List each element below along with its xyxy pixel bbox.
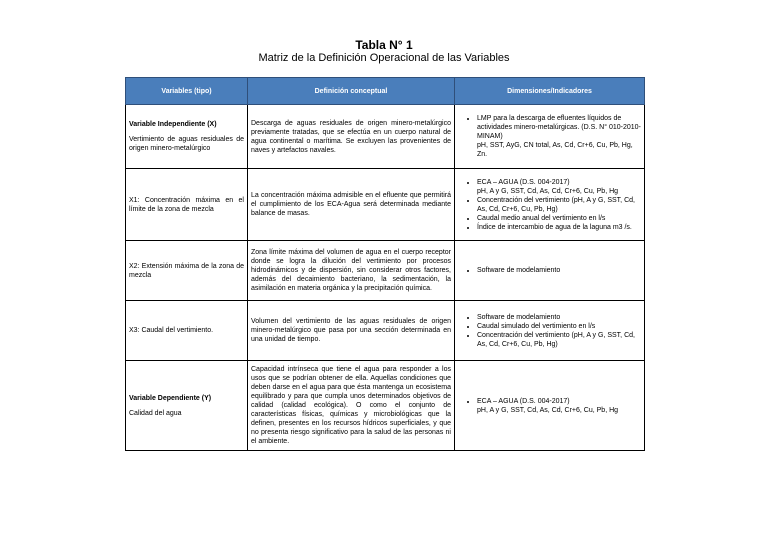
table-row <box>126 301 645 361</box>
indicator-item: • ECA – AGUA (D.S. 004-2017) pH, A y G, SST, Cd, As, Cd, Cr+6, Cu, Pb, Hg <box>477 178 641 196</box>
variable-desc: Vertimiento de aguas residuales de origen minero-metalúrgico <box>129 136 244 152</box>
variable-desc: X3: Caudal del vertimiento. <box>129 327 214 334</box>
indicator-list <box>457 114 641 159</box>
table-row <box>126 361 645 451</box>
table-header-row <box>126 78 645 105</box>
indicator-item: • Índice de intercambio de agua de la laguna m3 /s. <box>477 223 641 232</box>
indicator-list <box>457 397 641 415</box>
header-indicators: Dimensiones/Indicadores <box>455 78 645 105</box>
definition-cell: Volumen del vertimiento de las aguas residuales de origen minero-metalúrgico que pasa por una sección determinada en una unidad de tiempo. <box>248 301 455 361</box>
definition-cell: Capacidad intrínseca que tiene el agua para responder a los usos que se podrían obtener de ella. Aquellas condiciones que deben darse en el agua para que ésta mantenga un ecosistema equilibrado y para que cumpla unos determinados objetivos de calidad (calidad ecológica). O como el conjunto de características físicas, químicas y microbiológicas que la definen, presentes en los recursos hídricos superficiales, y que no presenta riesgo significativo para la salud de las personas ni el ambiente. <box>248 361 455 451</box>
header-variables: Variables (tipo) <box>126 78 248 105</box>
indicator-list <box>457 178 641 232</box>
indicators-cell <box>455 241 645 301</box>
definition-cell: Descarga de aguas residuales de origen minero-metalúrgico previamente tratadas, que se efectúa en un cuerpo natural de agua continental o marítima. Se excluyen las provenientes de naves y artefactos navales. <box>248 105 455 169</box>
table-title: Tabla N° 1 <box>355 38 413 52</box>
variable-desc: X2: Extensión máxima de la zona de mezcla <box>129 262 244 279</box>
indicator-item: • Concentración del vertimiento (pH, A y G, SST, Cd, As, Cd, Cr+6, Cu, Pb, Hg) <box>477 196 641 214</box>
indicators-cell <box>455 169 645 241</box>
variable-cell <box>126 169 248 241</box>
variable-cell <box>126 361 248 451</box>
indicator-list <box>457 313 641 349</box>
indicator-item: • Concentración del vertimiento (pH, A y G, SST, Cd, As, Cd, Cr+6, Cu, Pb, Hg) <box>477 331 641 349</box>
variable-desc: Calidad del agua <box>129 409 182 417</box>
table-subtitle: Matriz de la Definición Operacional de las Variables <box>258 52 510 64</box>
indicator-item: • LMP para la descarga de efluentes líquidos de actividades minero-metalúrgicas. (D.S. N° 010-2010-MINAM) pH, SST, AyG, CN total, As, Cd, Cr+6, Cu, Pb, Hg, Zn. <box>477 114 641 159</box>
indicator-item: • Caudal simulado del vertimiento en l/s <box>477 322 641 331</box>
indicators-cell <box>455 105 645 169</box>
operational-definition-table <box>125 77 645 451</box>
indicator-item: • ECA – AGUA (D.S. 004-2017) pH, A y G, SST, Cd, As, Cd, Cr+6, Cu, Pb, Hg <box>477 397 641 415</box>
indicator-item: • Software de modelamiento <box>477 266 641 275</box>
table-row <box>126 105 645 169</box>
variable-desc: X1: Concentración máxima en el límite de la zona de mezcla <box>129 196 244 213</box>
variable-title: Variable Independiente (X) <box>129 121 217 128</box>
indicator-item: • Software de modelamiento <box>477 313 641 322</box>
indicator-item: • Caudal medio anual del vertimiento en l/s <box>477 214 641 223</box>
variable-cell <box>126 241 248 301</box>
definition-cell: Zona límite máxima del volumen de agua en el cuerpo receptor donde se logra la dilución del vertimiento por procesos hidrodinámicos y de dispersión, sin considerar otros factores, además del decaimiento bacteriano, la sedimentación, la asimilación en materia orgánica y la precipitación química. <box>248 241 455 301</box>
definition-cell: La concentración máxima admisible en el efluente que permitirá el cumplimiento de los ECA-Agua será determinada mediante balance de masas. <box>248 169 455 241</box>
variable-cell <box>126 105 248 169</box>
indicators-cell <box>455 301 645 361</box>
variable-cell <box>126 301 248 361</box>
variable-title: Variable Dependiente (Y) <box>129 394 212 402</box>
table-row <box>126 169 645 241</box>
table-row <box>126 241 645 301</box>
indicator-list <box>457 266 641 275</box>
indicators-cell <box>455 361 645 451</box>
header-definition: Definición conceptual <box>248 78 455 105</box>
